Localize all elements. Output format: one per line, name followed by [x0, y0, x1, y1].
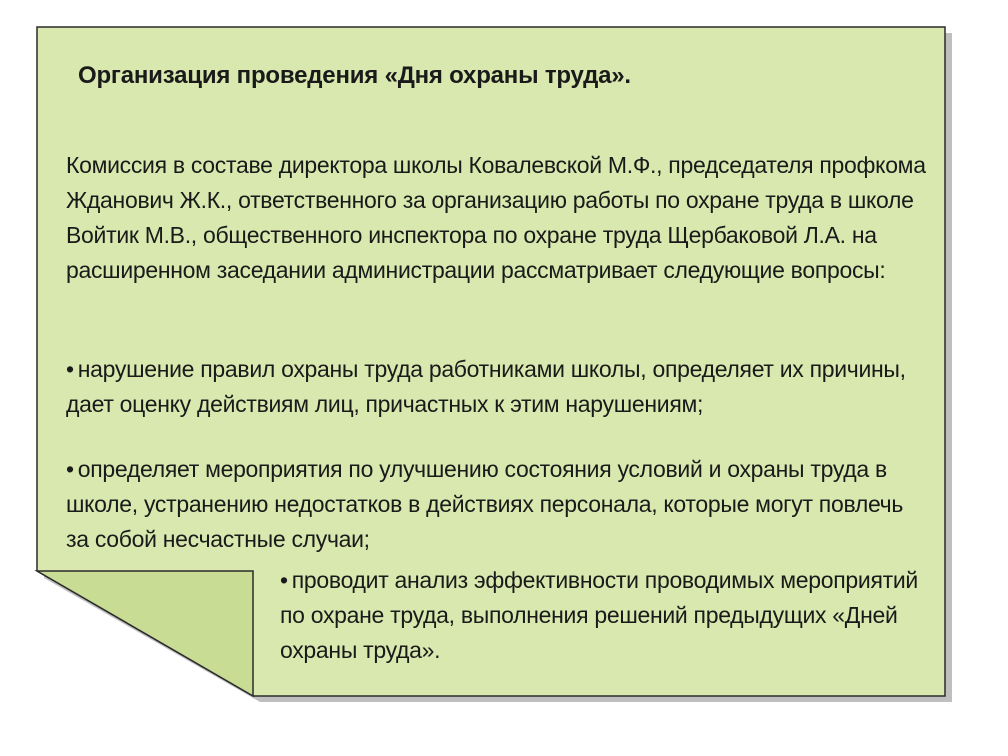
bullet-mark: •: [66, 456, 74, 482]
bullet-mark: •: [66, 356, 74, 382]
list-item: [66, 352, 936, 422]
page-title: Организация проведения «Дня охраны труда».: [78, 62, 631, 89]
list-item-text: определяет мероприятия по улучшению состояния условий и охраны труда в школе, устранению недостатков в действиях персонала, которые могут повлечь за собой несчастные случаи;: [66, 456, 904, 552]
list-item-text: нарушение правил охраны труда работниками школы, определяет их причины, дает оценку действиям лиц, причастных к этим нарушениям;: [66, 356, 906, 417]
bullet-mark: •: [280, 567, 288, 593]
list-item-text: проводит анализ эффективности проводимых мероприятий по охране труда, выполнения решений предыдущих «Дней охраны труда».: [280, 567, 918, 663]
note-folded-corner: [37, 571, 253, 696]
intro-paragraph: Комиссия в составе директора школы Ковалевской М.Ф., председателя профкома Жданович Ж.К., ответственного за организацию работы по охране труда в школе Войтик М.В., общественного инспектора по охране труда Щербаковой Л.А. на расширенном заседании администрации рассматривает следующие вопросы:: [66, 152, 926, 283]
list-item: [280, 563, 920, 668]
list-item: [66, 452, 926, 557]
